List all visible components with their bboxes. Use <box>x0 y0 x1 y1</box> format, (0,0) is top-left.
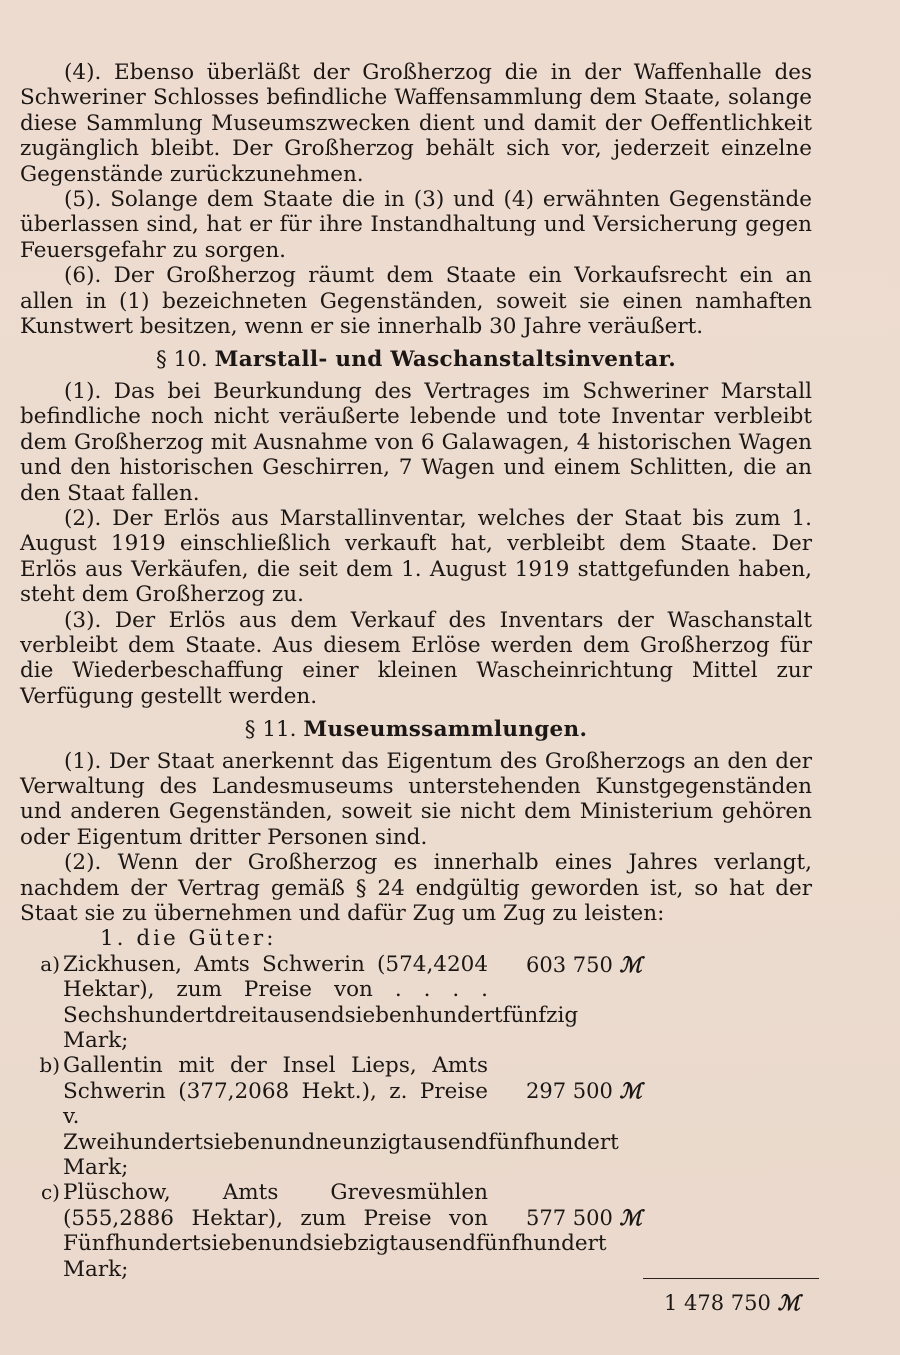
estate-item-text: Zickhusen, Amts Schwerin (574,4204 Hektar), zum Preise von . . . . Sechshundertdreitausendsiebenhundertfünfzig Mark; <box>63 951 579 1054</box>
amount-value: 603 750 <box>526 952 613 977</box>
mark-currency-symbol: ℳ <box>777 1290 801 1315</box>
estate-item-amount <box>526 952 646 978</box>
section-11-paragraph-2: (2). Wenn der Großherzog es innerhalb eines Jahres verlangt, nachdem der Vertrag gemäß § 24 endgültig geworden ist, so hat der Staat sie zu übernehmen und dafür Zug um Zug zu leisten: <box>20 850 812 926</box>
mark-currency-symbol: ℳ <box>619 1078 642 1104</box>
total-amount <box>664 1290 800 1315</box>
document-text <box>20 60 812 1282</box>
section-10-paragraph-1: (1). Das bei Beurkundung des Vertrages im Schweriner Marstall befindliche noch nicht veräußerte lebende und tote Inventar verbleibt dem Großherzog mit Ausnahme von 6 Galawagen, 4 historischen Wagen und den historischen Geschirren, 7 Wagen und einem Schlitten, die an den Staat fallen. <box>20 378 812 506</box>
estate-item-amount <box>526 1205 646 1231</box>
estate-item <box>20 1053 812 1180</box>
estate-item-text: Plüschow, Amts Grevesmühlen (555,2886 Hektar), zum Preise von Fünfhundertsiebenundsiebzigtausendfünfhundert Mark; <box>63 1180 607 1282</box>
section-11-heading <box>20 717 812 742</box>
estate-item-label: b) <box>39 1053 60 1078</box>
sum-rule <box>643 1278 819 1279</box>
mark-currency-symbol: ℳ <box>619 951 642 977</box>
mark-currency-symbol: ℳ <box>619 1205 642 1231</box>
estate-item-amount <box>526 1078 646 1104</box>
estate-item-text: Gallentin mit der Insel Lieps, Amts Schwerin (377,2068 Hekt.), z. Preise v. Zweihundertsiebenundneunzigtausendfünfhundert Mark; <box>63 1053 619 1181</box>
estate-item-label: a) <box>40 951 60 976</box>
total-value: 1 478 750 <box>664 1291 771 1315</box>
section-10-paragraph-3: (3). Der Erlös aus dem Verkauf des Inventars der Waschanstalt verbleibt dem Staate. Aus diesem Erlöse werden dem Großherzog für die Wiederbeschaffung einer kleinen Wascheinrichtung Mittel zur Verfügung gestellt werden. <box>20 607 812 709</box>
estate-list <box>20 926 812 1282</box>
section-11-paragraph-1: (1). Der Staat anerkennt das Eigentum des Großherzogs an den der Verwaltung des Landesmuseums unterstehenden Kunstgegenständen und anderen Gegenständen, soweit sie nicht dem Ministerium gehören oder Eigentum dritter Personen sind. <box>20 748 812 850</box>
section-10-paragraph-2: (2). Der Erlös aus Marstallinventar, welches der Staat bis zum 1. August 1919 einschließlich verkauft hat, verbleibt dem Staate. Der Erlös aus Verkäufen, die seit dem 1. August 1919 stattgefunden haben, steht dem Großherzog zu. <box>20 505 812 608</box>
amount-value: 577 500 <box>526 1206 613 1231</box>
paragraph-4: (4). Ebenso überläßt der Großherzog die in der Waffenhalle des Schweriner Schlosses befindliche Waffensammlung dem Staate, solange diese Sammlung Museumszwecken dient und damit der Oeffentlichkeit zugänglich bleibt. Der Großherzog behält sich vor, jederzeit einzelne Gegenstände zurückzunehmen. <box>20 60 812 187</box>
section-10-heading <box>20 347 812 372</box>
amount-value: 297 500 <box>526 1079 613 1104</box>
estate-item <box>20 952 812 1054</box>
section-10-number: § 10. <box>155 347 208 373</box>
paragraph-5: (5). Solange dem Staate die in (3) und (4) erwähnten Gegenstände überlassen sind, hat er für ihre Instandhaltung und Versicherung gegen Feuersgefahr zu sorgen. <box>20 187 812 263</box>
paragraph-6: (6). Der Großherzog räumt dem Staate ein Vorkaufsrecht ein an allen in (1) bezeichneten Gegenständen, soweit sie einen namhaften Kunstwert besitzen, wenn er sie innerhalb 30 Jahre veräußert. <box>20 263 812 340</box>
section-11-number: § 11. <box>244 717 297 743</box>
estate-item <box>20 1180 812 1282</box>
section-10-title: Marstall- und Waschanstaltsinventar. <box>214 347 677 373</box>
estate-list-title: 1. die Güter: <box>100 926 277 952</box>
section-11-title: Museumssammlungen. <box>303 717 588 743</box>
estate-item-label: c) <box>40 1180 60 1205</box>
